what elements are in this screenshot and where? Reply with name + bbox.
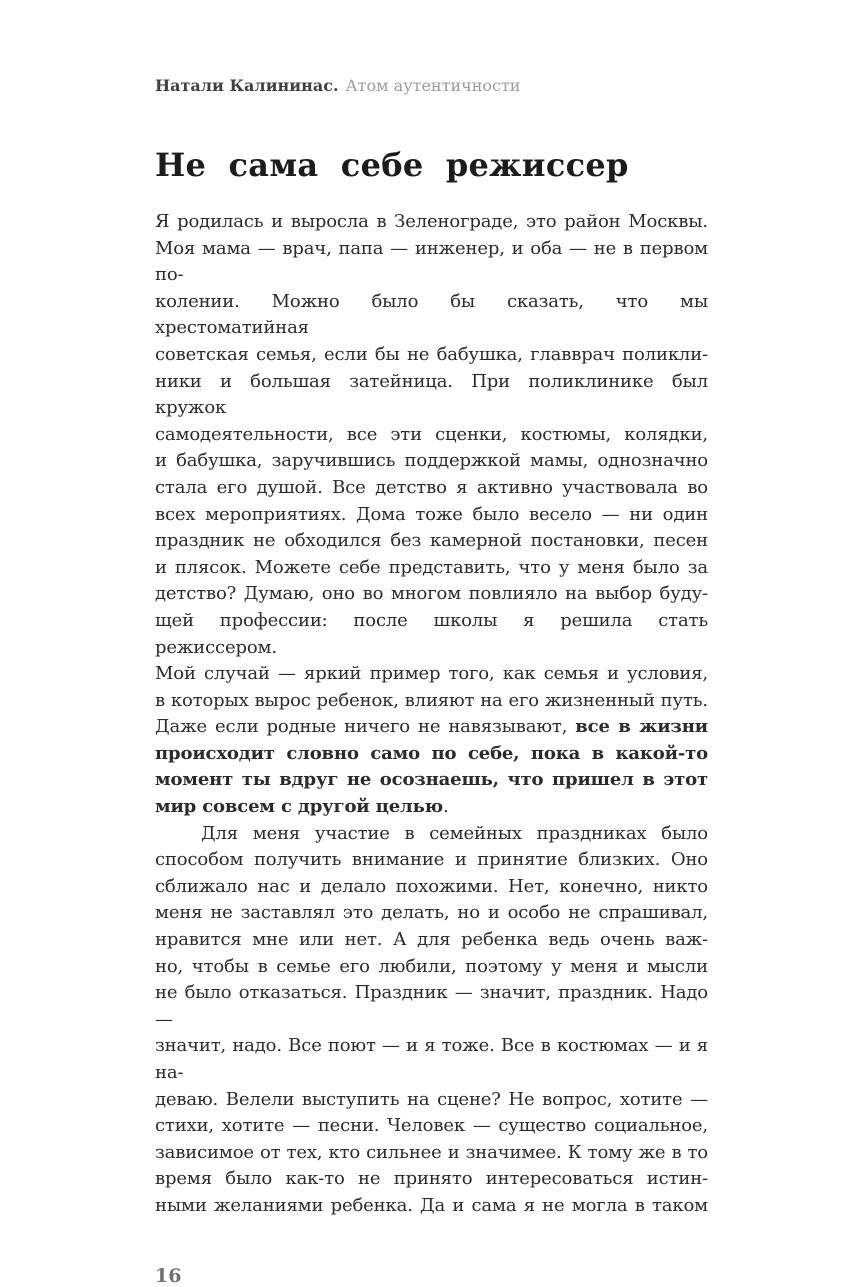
text-line <box>155 581 708 608</box>
text-line <box>155 874 708 901</box>
text-line <box>155 821 708 848</box>
text-line <box>155 954 708 981</box>
paragraph <box>155 209 708 821</box>
text-line <box>155 369 708 422</box>
text-line <box>155 1087 708 1114</box>
text-line <box>155 794 708 821</box>
text-run: Моя мама — врач, папа — инженер, и оба — не в первом по- <box>155 237 708 286</box>
page-number: 16 <box>155 1264 182 1287</box>
text-run: стала его душой. Все детство я активно участвовала во <box>155 476 708 498</box>
text-run: деваю. Велели выступить на сцене? Не вопрос, хотите — <box>155 1088 708 1110</box>
text-run: значит, надо. Все поют — и я тоже. Все в костюмах — и я на- <box>155 1035 708 1083</box>
text-line <box>155 555 708 582</box>
text-run: в которых вырос ребенок, влияют на его жизненный путь. <box>155 689 708 711</box>
text-line <box>155 422 708 449</box>
text-run: способом получить внимание и принятие близких. Оно <box>155 849 708 871</box>
text-line <box>155 714 708 741</box>
text-line <box>155 1166 708 1193</box>
text-line <box>155 1113 708 1140</box>
bold-text-run: все в жизни <box>575 716 708 738</box>
text-line <box>155 342 708 369</box>
text-line <box>155 741 708 768</box>
paragraph <box>155 821 708 1220</box>
text-line <box>155 980 708 1033</box>
bold-text-run: происходит словно само по себе, пока в какой-то <box>155 742 708 764</box>
text-run: и плясок. Можете себе представить, что у меня было за <box>155 556 708 578</box>
text-run: детство? Думаю, оно во многом повлияло на выбор буду- <box>155 583 708 605</box>
text-run: всех мероприятиях. Дома тоже было весело — ни один <box>155 503 708 525</box>
text-run: Даже если родные ничего не навязывают, <box>155 716 576 738</box>
chapter-title: Не сама себе режиссер <box>155 146 629 184</box>
text-line <box>155 688 708 715</box>
text-line <box>155 475 708 502</box>
body-text <box>155 209 708 1220</box>
text-run: не было отказаться. Праздник — значит, праздник. Надо — <box>155 982 708 1030</box>
text-run: советская семья, если бы не бабушка, главврач поликли- <box>155 343 708 365</box>
text-line <box>155 661 708 688</box>
running-header-book-title: Атом аутентичности <box>345 76 521 95</box>
text-run: Я родилась и выросла в Зеленограде, это район Москвы. <box>155 211 708 232</box>
text-line <box>155 448 708 475</box>
text-run: ники и большая затейница. При поликлинике был кружок <box>155 370 708 419</box>
text-line <box>155 767 708 794</box>
text-line <box>155 900 708 927</box>
running-header <box>155 76 708 96</box>
text-run: Мой случай — яркий пример того, как семья и условия, <box>155 663 708 685</box>
text-run: зависимое от тех, кто сильнее и значимее. К тому же в то <box>155 1141 708 1163</box>
text-line <box>155 847 708 874</box>
page-footer <box>155 1265 708 1287</box>
text-run: ными желаниями ребенка. Да и сама я не могла в таком <box>155 1194 708 1216</box>
text-line <box>155 528 708 555</box>
text-line <box>155 236 708 289</box>
text-line <box>155 927 708 954</box>
text-run: колении. Можно было бы сказать, что мы хрестоматийная <box>155 290 708 339</box>
text-line <box>155 1033 708 1086</box>
text-run: время было как-то не принято интересоваться истин- <box>155 1168 708 1190</box>
text-run: сближало нас и делало похожими. Нет, конечно, никто <box>155 875 708 897</box>
bold-text-run: мир совсем с другой целью <box>155 796 443 818</box>
text-line <box>155 209 708 236</box>
text-run: стихи, хотите — песни. Человек — существо социальное, <box>155 1115 708 1137</box>
text-run: праздник не обходился без камерной постановки, песен <box>155 530 708 552</box>
text-line <box>155 1193 708 1220</box>
bold-text-run: момент ты вдруг не осознаешь, что пришел в этот <box>155 769 708 791</box>
text-line <box>155 289 708 342</box>
running-header-author: Натали Калининас. <box>155 76 339 95</box>
text-run: Для меня участие в семейных праздниках было <box>201 822 708 844</box>
text-run: но, чтобы в семье его любили, поэтому у меня и мысли <box>155 955 708 977</box>
text-line <box>155 502 708 529</box>
text-line <box>155 608 708 661</box>
text-run: нравится мне или нет. А для ребенка ведь очень важ- <box>155 929 708 951</box>
text-line <box>155 1140 708 1167</box>
text-run: меня не заставлял это делать, но и особо не спрашивал, <box>155 902 708 924</box>
text-run: самодеятельности, все эти сценки, костюмы, колядки, <box>155 423 708 445</box>
text-run: и бабушка, заручившись поддержкой мамы, однозначно <box>155 450 708 472</box>
text-run: щей профессии: после школы я решила стать режиссером. <box>155 609 708 658</box>
text-run: . <box>442 796 449 818</box>
